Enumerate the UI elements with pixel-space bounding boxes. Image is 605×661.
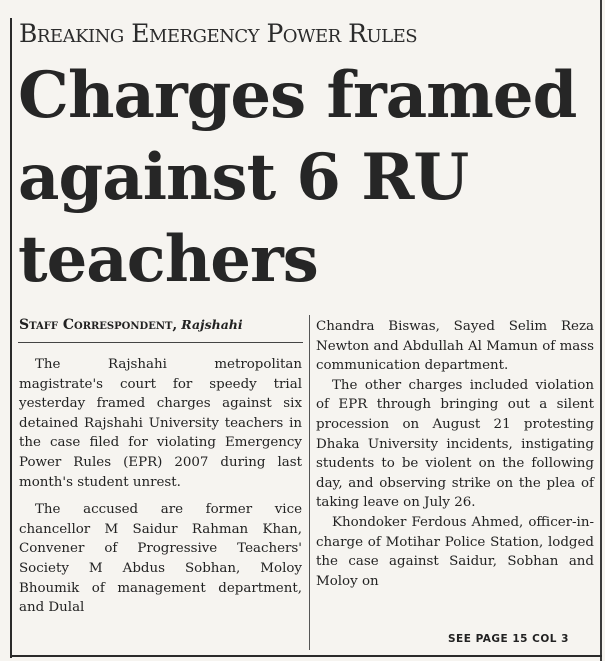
paragraph: The Rajshahi metropolitan magistrate's court for speedy trial yesterday framed charges against six detained Rajshahi University teachers in the case filed for violating Emergency Power Rules (EPR) 2007 during last month's student unrest. [19, 357, 302, 490]
article-column-1 [19, 355, 302, 618]
paragraph: The other charges included violation of EPR through bringing out a silent procession on August 21 protesting Dhaka University incidents, instigating students to be violent on the following day, and observing strike on the plea of taking leave on July 26. [316, 377, 594, 511]
byline-divider [18, 342, 303, 343]
paragraph: Khondoker Ferdous Ahmed, officer-in-charge of Motihar Police Station, lodged the case against Saidur, Sobhan and Moloy on [316, 514, 594, 589]
byline [19, 317, 243, 333]
continuation-note: SEE PAGE 15 COL 3 [448, 633, 569, 645]
byline-author: Staff Correspondent, [19, 317, 178, 333]
column-divider [309, 315, 310, 650]
kicker: Breaking Emergency Power Rules [19, 19, 418, 48]
left-border-rule [10, 18, 12, 658]
headline: Charges framed against 6 RU teachers [18, 58, 577, 297]
right-border-rule [600, 0, 602, 661]
paragraph: The accused are former vice chancellor M Saidur Rahman Khan, Convener of Progressive Teachers' Society M Abdus Sobhan, Moloy Bhoumik of management department, and Dulal [19, 502, 302, 616]
paragraph: Chandra Biswas, Sayed Selim Reza Newton and Abdullah Al Mamun of mass communication department. [316, 319, 594, 374]
article-column-2 [316, 317, 594, 591]
bottom-border-rule [10, 655, 602, 657]
byline-location: Rajshahi [181, 317, 243, 332]
